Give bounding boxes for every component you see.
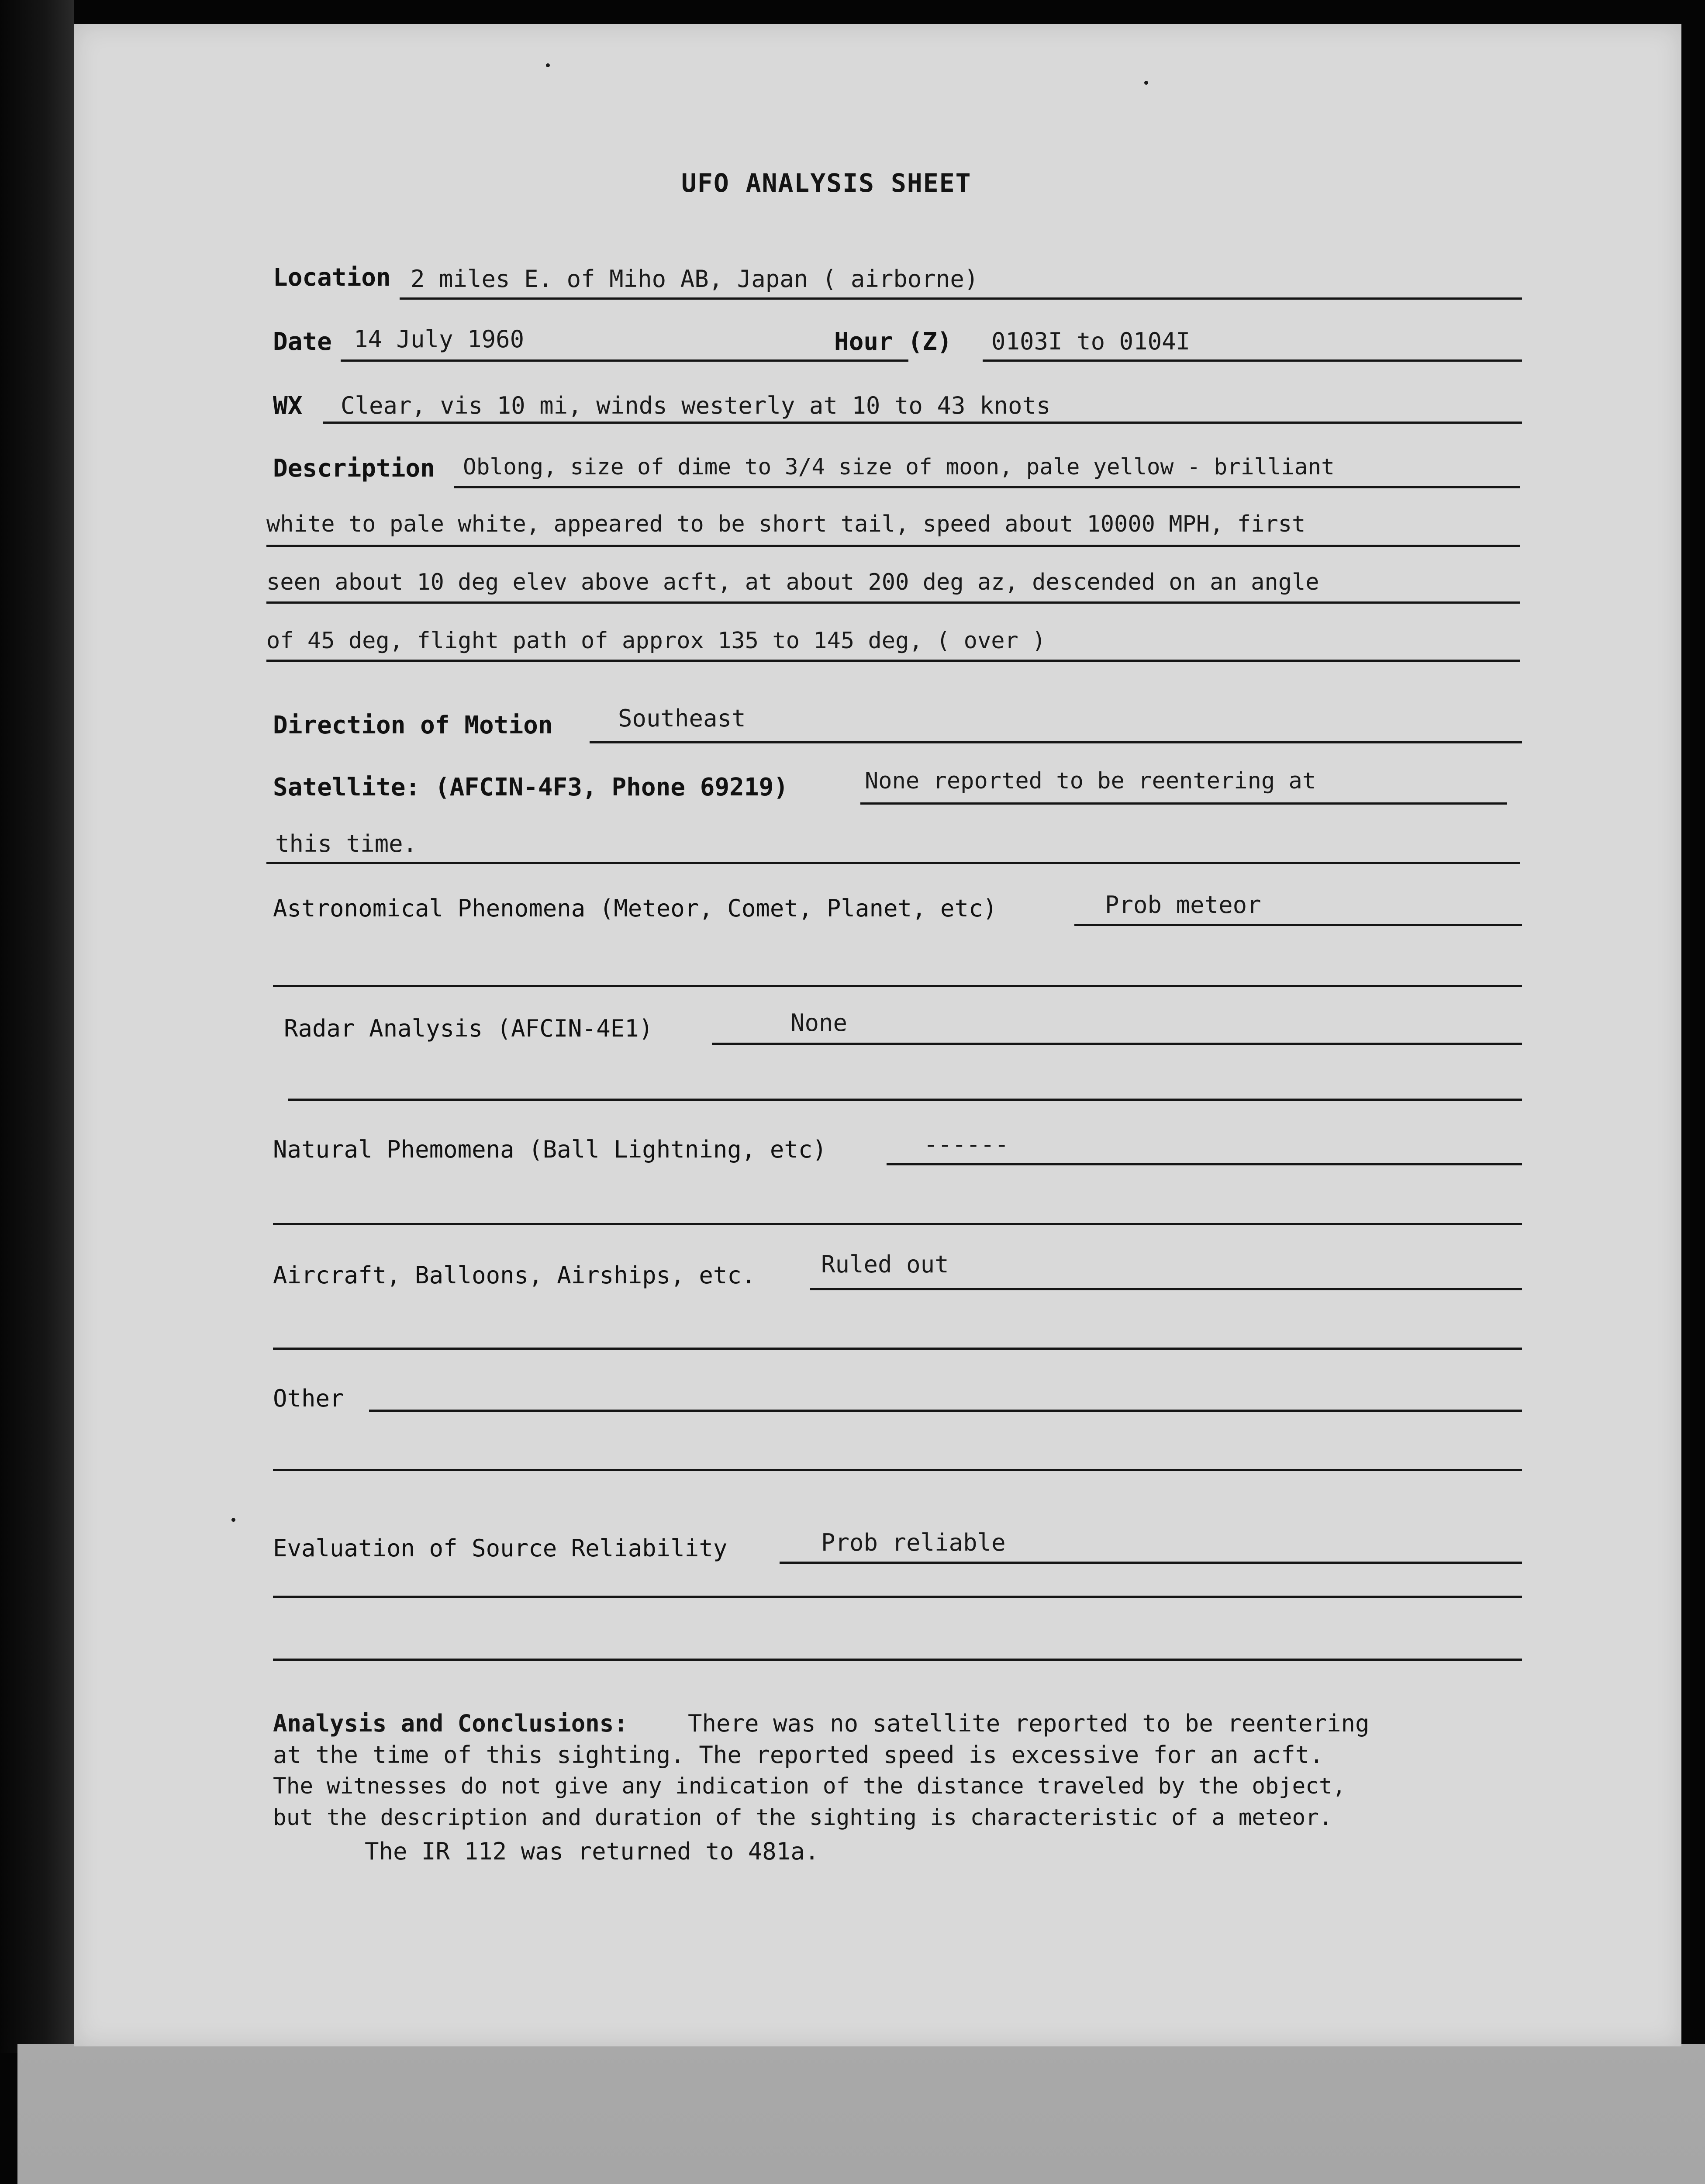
aircraft-value: Ruled out <box>821 1251 949 1278</box>
astronomical-rule-2 <box>273 985 1522 987</box>
reliability-rule-3 <box>273 1659 1522 1661</box>
radar-rule <box>712 1043 1522 1045</box>
analysis-line: at the time of this sighting. The reported speed is excessive for an acft. <box>273 1741 1324 1769</box>
hour-value: 0103I to 0104I <box>991 328 1191 355</box>
satellite-value: None reported to be reentering at <box>865 768 1316 794</box>
analysis-line: but the description and duration of the sighting is characteristic of a meteor. <box>273 1805 1332 1831</box>
description-label: Description <box>273 454 435 483</box>
astronomical-value: Prob meteor <box>1105 891 1261 919</box>
natural-label: Natural Phemomena (Ball Lightning, etc) <box>273 1136 827 1163</box>
astronomical-label: Astronomical Phenomena (Meteor, Comet, Planet, etc) <box>273 895 997 922</box>
document-sheet <box>74 24 1681 2046</box>
direction-value: Southeast <box>618 705 746 732</box>
satellite-label: Satellite: (AFCIN-4F3, Phone 69219) <box>273 773 789 802</box>
reliability-rule-2 <box>273 1596 1522 1598</box>
wx-label: WX <box>273 392 303 420</box>
direction-label: Direction of Motion <box>273 711 553 740</box>
date-label: Date <box>273 328 332 356</box>
natural-rule-2 <box>273 1223 1522 1225</box>
other-label: Other <box>273 1385 344 1412</box>
location-label: Location <box>273 263 391 292</box>
description-line: Oblong, size of dime to 3/4 size of moon, pale yellow - brilliant <box>463 454 1335 480</box>
speck <box>546 63 550 67</box>
scan-background <box>17 2044 1705 2184</box>
satellite-rule <box>860 802 1507 805</box>
description-line: white to pale white, appeared to be short tail, speed about 10000 MPH, first <box>266 511 1306 537</box>
aircraft-rule <box>810 1288 1522 1290</box>
reliability-value: Prob reliable <box>821 1529 1006 1556</box>
reliability-label: Evaluation of Source Reliability <box>273 1534 728 1562</box>
satellite-rule <box>266 862 1520 864</box>
aircraft-label: Aircraft, Balloons, Airships, etc. <box>273 1261 756 1289</box>
natural-rule <box>887 1163 1522 1165</box>
date-rule <box>341 359 908 362</box>
radar-value: None <box>790 1009 848 1037</box>
satellite-value-cont: this time. <box>275 830 418 857</box>
other-rule <box>369 1410 1522 1412</box>
location-value: 2 miles E. of Miho AB, Japan ( airborne) <box>411 265 979 293</box>
wx-rule <box>323 422 1522 424</box>
speck <box>231 1518 235 1522</box>
analysis-line: The IR 112 was returned to 481a. <box>365 1838 819 1865</box>
scan-border <box>0 0 74 2053</box>
location-rule <box>400 297 1522 300</box>
aircraft-rule-2 <box>273 1348 1522 1350</box>
description-rule <box>266 545 1520 547</box>
reliability-rule <box>780 1562 1522 1564</box>
hour-rule <box>983 359 1522 362</box>
speck <box>1144 81 1148 85</box>
astronomical-rule <box>1074 924 1522 926</box>
description-line: of 45 deg, flight path of approx 135 to 145 deg, ( over ) <box>266 628 1046 654</box>
wx-value: Clear, vis 10 mi, winds westerly at 10 to 43 knots <box>341 392 1051 419</box>
analysis-label: Analysis and Conclusions: <box>273 1710 628 1737</box>
direction-rule <box>590 741 1522 743</box>
radar-label: Radar Analysis (AFCIN-4E1) <box>284 1015 653 1042</box>
description-rule <box>266 660 1520 662</box>
page-title: UFO ANALYSIS SHEET <box>681 168 972 198</box>
natural-value: ------ <box>924 1130 1009 1158</box>
date-value: 14 July 1960 <box>354 325 525 353</box>
other-rule-2 <box>273 1469 1522 1471</box>
description-line: seen about 10 deg elev above acft, at about 200 deg az, descended on an angle <box>266 569 1319 595</box>
description-rule <box>266 601 1520 604</box>
analysis-line: There was no satellite reported to be reentering <box>688 1710 1370 1737</box>
hour-label: Hour (Z) <box>834 328 952 356</box>
radar-rule-2 <box>288 1099 1522 1101</box>
analysis-line: The witnesses do not give any indication of the distance traveled by the object, <box>273 1773 1346 1799</box>
description-rule <box>454 486 1520 488</box>
